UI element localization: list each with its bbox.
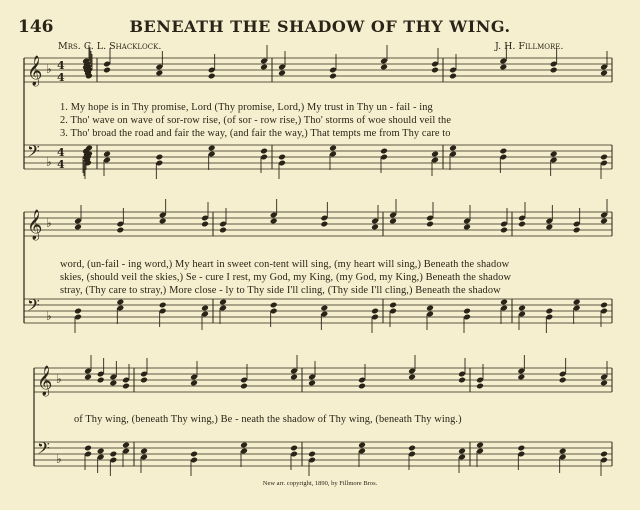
note-head (600, 218, 608, 225)
lyric-line-s1-v2: 2. Tho' wave on wave of sor-row rise, (of sor - row rise,) Tho' storms of woe should veil the (60, 115, 452, 126)
note-head (426, 305, 434, 312)
note-head (240, 442, 248, 449)
note-head (219, 227, 227, 234)
note-head (219, 299, 227, 306)
note-head (518, 305, 526, 312)
note-head (190, 451, 198, 458)
note-head (103, 67, 111, 74)
treble-clef-icon: 𝄞 (27, 210, 43, 240)
note-head (84, 445, 92, 452)
lyric-line-s2-v3: stray, (Thy care to stray,) More close - ly to Thy side I'll cling, (Thy side I'll cling,) Beneath the shadow (60, 285, 501, 296)
page-number: 146 (18, 17, 54, 37)
note-head (463, 224, 471, 231)
note-head (308, 380, 316, 387)
note-head (155, 154, 163, 161)
note-head (380, 148, 388, 155)
treble-clef-icon: 𝄞 (37, 366, 53, 396)
note-head (408, 374, 416, 381)
note-head (122, 442, 130, 449)
note-head (426, 221, 434, 228)
time-signature-top: 4 (57, 146, 65, 159)
flat-key-signature-icon: ♭ (46, 62, 52, 76)
time-signature-bottom: 4 (57, 158, 65, 171)
lyricist-credit: Mrs. C. L. Shacklock. (58, 41, 162, 52)
note-head (518, 221, 526, 228)
note-head (97, 377, 105, 384)
note-head (458, 377, 466, 384)
note-head (559, 377, 567, 384)
flat-key-signature-icon: ♭ (46, 309, 52, 323)
note-head (431, 151, 439, 158)
lyric-line-s3-v1: of Thy wing, (beneath Thy wing,) Be - neath the shadow of Thy wing, (beneath Thy wing.) (74, 414, 462, 425)
flat-key-signature-icon: ♭ (56, 452, 62, 466)
note-head (140, 377, 148, 384)
note-head (550, 151, 558, 158)
note-head (545, 224, 553, 231)
song-title: BENEATH THE SHADOW OF THY WING. (129, 17, 511, 36)
note-head (559, 448, 567, 455)
note-head (600, 451, 608, 458)
note-head (499, 148, 507, 155)
note-head (573, 227, 581, 234)
note-head (458, 448, 466, 455)
note-head (270, 218, 278, 225)
note-head (500, 299, 508, 306)
lyric-line-s1-v1: 1. My hope is in Thy promise, Lord (Thy promise, Lord,) My trust in Thy un - fail - ing (60, 102, 433, 113)
lyric-line-s1-v3: 3. Tho' broad the road and fair the way, (and fair the way,) That tempts me from Thy care to (60, 128, 451, 139)
note-head (449, 73, 457, 80)
note-head (97, 448, 105, 455)
note-head (190, 380, 198, 387)
note-head (358, 442, 366, 449)
note-head (116, 299, 124, 306)
composer-credit: J. H. Fillmore. (495, 41, 564, 52)
note-head (208, 73, 216, 80)
note-head (109, 451, 117, 458)
treble-clef-icon: 𝄞 (27, 56, 43, 86)
flat-key-signature-icon: ♭ (46, 155, 52, 169)
note-head (600, 154, 608, 161)
note-head (290, 374, 298, 381)
note-head (600, 380, 608, 387)
note-head (476, 383, 484, 390)
note-head (371, 308, 379, 315)
note-head (140, 448, 148, 455)
flat-key-signature-icon: ♭ (56, 372, 62, 386)
note-head (159, 218, 167, 225)
note-head (573, 299, 581, 306)
note-head (389, 218, 397, 225)
time-signature-bottom: 4 (57, 71, 65, 84)
bass-clef-icon: 𝄢 (27, 295, 40, 319)
note-head (371, 224, 379, 231)
note-head (122, 383, 130, 390)
time-signature-top: 4 (57, 59, 65, 72)
note-head (517, 374, 525, 381)
note-head (201, 221, 209, 228)
note-head (109, 380, 117, 387)
note-head (308, 451, 316, 458)
note-head (74, 224, 82, 231)
note-head (155, 70, 163, 77)
note-head (103, 151, 111, 158)
note-head (208, 145, 216, 152)
note-head (431, 67, 439, 74)
note-head (449, 145, 457, 152)
note-head (201, 305, 209, 312)
note-head (240, 383, 248, 390)
note-head (408, 445, 416, 452)
note-head (84, 374, 92, 381)
bass-clef-icon: 𝄢 (37, 438, 50, 462)
note-head (476, 442, 484, 449)
note-head (278, 70, 286, 77)
note-head (550, 67, 558, 74)
note-head (290, 445, 298, 452)
copyright-footer: New arr. copyright, 1890, by Fillmore Bros. (262, 480, 378, 487)
lyric-line-s2-v1: word, (un-fail - ing word,) My heart in sweet con-tent will sing, (my heart will sing,) Beneath the shadow (60, 259, 510, 270)
note-head (74, 308, 82, 315)
note-head (116, 227, 124, 234)
note-head (320, 221, 328, 228)
note-head (380, 64, 388, 71)
note-head (270, 302, 278, 309)
note-head (600, 70, 608, 77)
note-head (320, 305, 328, 312)
note-head (358, 383, 366, 390)
note-head (463, 308, 471, 315)
note-head (278, 154, 286, 161)
note-head (329, 73, 337, 80)
note-head (517, 445, 525, 452)
note-head (389, 302, 397, 309)
note-head (600, 302, 608, 309)
note-head (329, 145, 337, 152)
note-head (159, 302, 167, 309)
lyric-line-s2-v2: skies, (should veil the skies,) Se - cure I rest, my God, my King, (my God, my King,) Beneath the shadow (60, 272, 512, 283)
note-head (499, 64, 507, 71)
bass-clef-icon: 𝄢 (27, 141, 40, 165)
note-head (260, 64, 268, 71)
note-head (500, 227, 508, 234)
note-head (260, 148, 268, 155)
note-head (545, 308, 553, 315)
flat-key-signature-icon: ♭ (46, 216, 52, 230)
